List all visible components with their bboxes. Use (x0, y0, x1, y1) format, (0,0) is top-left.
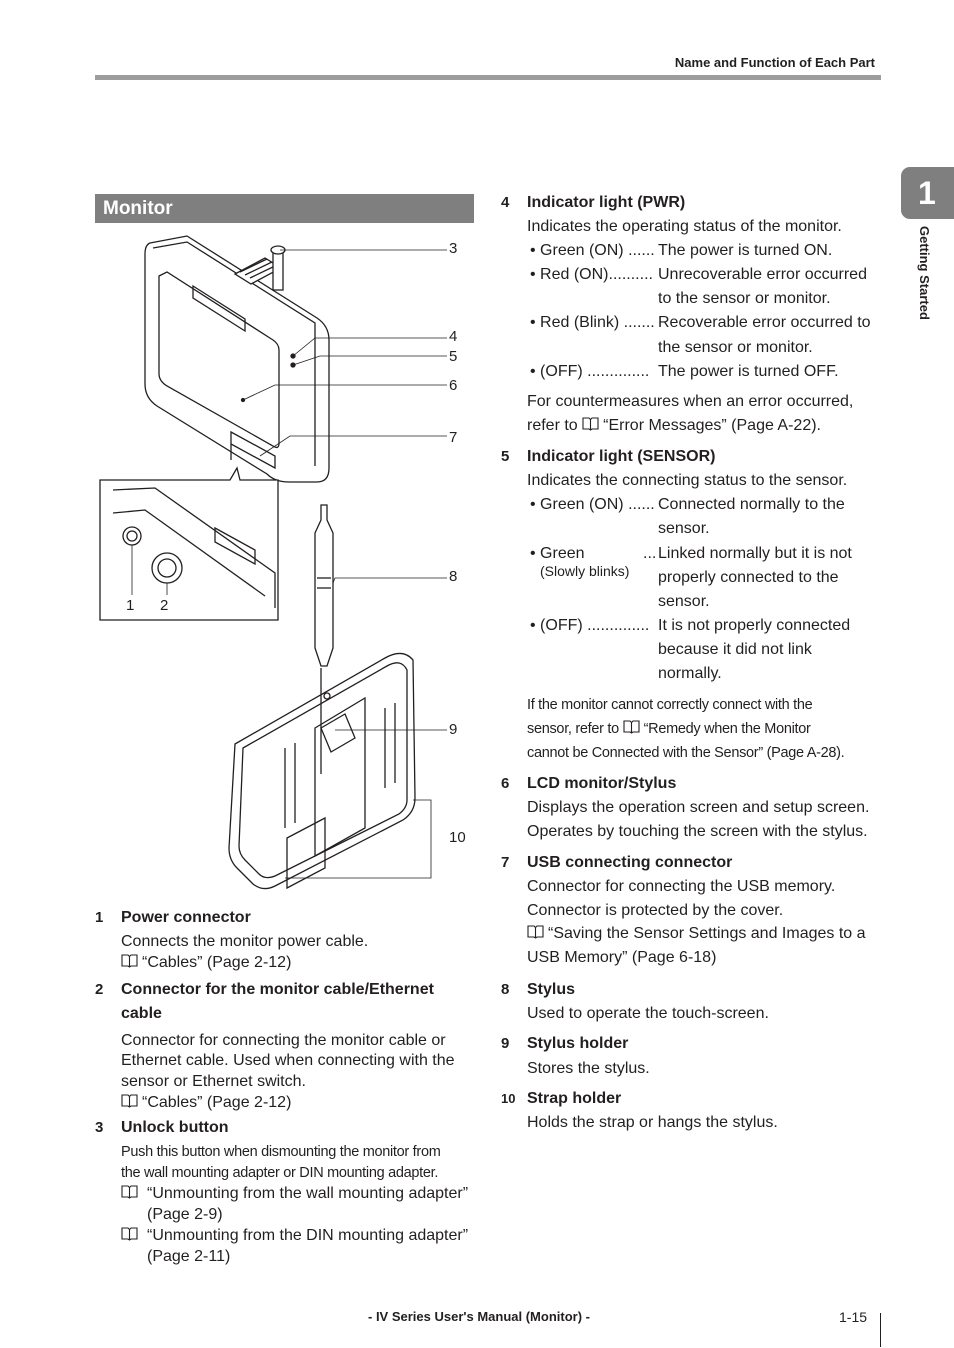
status-leader: ... (643, 545, 657, 562)
status-desc: to the sensor or monitor. (658, 290, 831, 307)
reference-text: “Cables” (Page 2-12) (142, 1094, 292, 1111)
section-heading: Monitor (95, 194, 474, 223)
item-number: 3 (95, 1119, 104, 1136)
item-number: 6 (501, 775, 510, 792)
monitor-illustration (95, 228, 475, 908)
reference-text-cont: USB Memory” (Page 6-18) (527, 949, 717, 966)
book-icon (623, 720, 640, 734)
status-desc: The power is turned ON. (658, 242, 833, 259)
callout-1: 1 (126, 597, 135, 614)
status-label: • (OFF) .............. (530, 617, 650, 634)
item-number: 8 (501, 981, 510, 998)
item-text: Indicates the connecting status to the sensor. (527, 472, 848, 489)
item-4 (501, 191, 891, 441)
book-icon (121, 1227, 138, 1241)
item-title: Stylus (527, 981, 576, 998)
item-text: Stores the stylus. (527, 1060, 650, 1077)
status-desc: sensor. (658, 520, 710, 537)
monitor-diagram (95, 228, 475, 908)
reference-page: (Page 2-9) (147, 1206, 223, 1223)
reference-text-cont: cannot be Connected with the Sensor” (Page A-28). (527, 745, 845, 761)
callout-6: 6 (449, 377, 458, 394)
header-rule (95, 75, 881, 80)
item-title: Unlock button (121, 1119, 229, 1136)
book-icon (582, 417, 599, 431)
status-desc: the sensor or monitor. (658, 339, 813, 356)
item-text: Used to operate the touch-screen. (527, 1005, 769, 1022)
item-8 (501, 978, 891, 1026)
item-title: Indicator light (SENSOR) (527, 448, 716, 465)
item-5 (501, 445, 891, 765)
item-7 (501, 851, 891, 971)
item-title-cont: cable (121, 1005, 162, 1022)
chapter-label (912, 226, 934, 356)
item-text: Connector for connecting the USB memory. (527, 878, 836, 895)
item-text: sensor or Ethernet switch. (121, 1073, 306, 1090)
book-icon (527, 925, 544, 939)
item-text: Indicates the operating status of the monitor. (527, 218, 842, 235)
reference-text: “Remedy when the Monitor (643, 721, 811, 737)
callout-5: 5 (449, 348, 458, 365)
status-desc: sensor. (658, 593, 710, 610)
item-10 (501, 1087, 891, 1135)
item-number: 2 (95, 981, 104, 998)
item-title: USB connecting connector (527, 854, 733, 871)
book-icon (121, 954, 138, 968)
item-text: Connector is protected by the cover. (527, 902, 784, 919)
item-number: 10 (501, 1091, 516, 1106)
item-text: Operates by touching the screen with the stylus. (527, 823, 868, 840)
reference-link[interactable] (121, 951, 291, 975)
item-title: Strap holder (527, 1090, 622, 1107)
item-number: 7 (501, 854, 510, 871)
item-text: For countermeasures when an error occurred, (527, 393, 854, 410)
status-label: • Red (Blink) ....... (530, 314, 655, 331)
status-desc: Unrecoverable error occurred (658, 266, 867, 283)
callout-3: 3 (449, 240, 458, 257)
item-2 (95, 978, 480, 1113)
callout-8: 8 (449, 568, 458, 585)
callout-7: 7 (449, 429, 458, 446)
reference-text: “Unmounting from the wall mounting adapter” (147, 1185, 469, 1202)
status-desc: The power is turned OFF. (658, 363, 839, 380)
status-desc: It is not properly connected (658, 617, 851, 634)
item-1 (95, 906, 480, 976)
reference-link[interactable] (527, 717, 811, 741)
reference-text: “Unmounting from the DIN mounting adapter” (147, 1227, 469, 1244)
item-text: the wall mounting adapter or DIN mounting adapter. (121, 1165, 439, 1181)
status-label: • Green (ON) ...... (530, 242, 655, 259)
page-number: 1-15 (839, 1309, 868, 1325)
status-label: • Red (ON).......... (530, 266, 653, 283)
reference-lead: refer to (527, 417, 578, 434)
reference-link[interactable] (527, 414, 821, 438)
item-6 (501, 772, 891, 844)
status-desc: because it did not link (658, 641, 812, 658)
item-title: Stylus holder (527, 1035, 629, 1052)
chapter-label-text: Getting Started (917, 226, 932, 320)
book-icon (121, 1185, 138, 1199)
item-title: Indicator light (PWR) (527, 194, 686, 211)
status-sublabel: (Slowly blinks) (540, 563, 630, 579)
status-label: • Green (530, 545, 585, 562)
status-desc: Recoverable error occurred to (658, 314, 871, 331)
footer-title: - IV Series User's Manual (Monitor) - (368, 1309, 590, 1324)
chapter-tab: 1 (901, 167, 954, 219)
status-desc: Linked normally but it is not (658, 545, 852, 562)
reference-text: “Error Messages” (Page A-22). (603, 417, 821, 434)
reference-text: “Cables” (Page 2-12) (142, 954, 292, 971)
item-text: Displays the operation screen and setup screen. (527, 799, 870, 816)
reference-link[interactable] (527, 922, 866, 946)
item-note: If the monitor cannot correctly connect with the (527, 697, 813, 713)
callout-4: 4 (449, 328, 458, 345)
callout-10: 10 (449, 829, 466, 846)
status-desc: properly connected to the (658, 569, 839, 586)
item-text: Connector for connecting the monitor cable or (121, 1032, 446, 1049)
status-desc: normally. (658, 665, 722, 682)
reference-link[interactable] (121, 1091, 291, 1115)
item-text: Push this button when dismounting the monitor from (121, 1144, 441, 1160)
footer-rule (880, 1313, 881, 1347)
item-text: Ethernet cable. Used when connecting with the (121, 1052, 455, 1069)
item-number: 4 (501, 194, 510, 211)
book-icon (121, 1094, 138, 1108)
item-title: Connector for the monitor cable/Ethernet (121, 981, 434, 998)
item-title: LCD monitor/Stylus (527, 775, 677, 792)
item-title: Power connector (121, 909, 251, 926)
reference-lead: sensor, refer to (527, 721, 619, 737)
item-number: 1 (95, 909, 104, 926)
item-3 (95, 1116, 480, 1271)
running-header: Name and Function of Each Part (674, 55, 875, 70)
callout-9: 9 (449, 721, 458, 738)
callout-2: 2 (160, 597, 169, 614)
status-label: • (OFF) .............. (530, 363, 650, 380)
item-number: 5 (501, 448, 510, 465)
item-9 (501, 1032, 891, 1080)
item-number: 9 (501, 1035, 510, 1052)
reference-page: (Page 2-11) (147, 1248, 231, 1265)
item-text: Holds the strap or hangs the stylus. (527, 1114, 778, 1131)
status-desc: Connected normally to the (658, 496, 845, 513)
item-text: Connects the monitor power cable. (121, 933, 369, 950)
reference-text: “Saving the Sensor Settings and Images to a (548, 925, 866, 942)
status-label: • Green (ON) ...... (530, 496, 655, 513)
